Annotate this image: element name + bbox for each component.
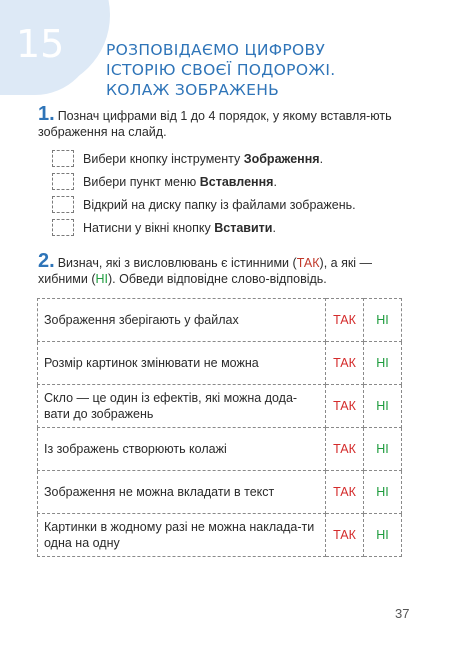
statement: Зображення не можна вкладати в текст	[38, 471, 326, 514]
true-false-table	[37, 298, 402, 557]
order-number-box[interactable]	[52, 173, 74, 190]
statement: Із зображень створюють колажі	[38, 428, 326, 471]
ni-answer[interactable]: НІ	[364, 471, 402, 514]
task-1-options	[52, 147, 356, 239]
title-line: РОЗПОВІДАЄМО ЦИФРОВУ	[106, 41, 326, 59]
page-number: 37	[395, 606, 410, 621]
tak-word: ТАК	[296, 256, 320, 270]
order-option: Вибери пункт меню Вставлення.	[52, 170, 356, 193]
task-2: 2. Визнач, які з висловлювань є істинними (ТАК), а які — хибними (НІ). Обведи відповідне слово-відповідь.	[38, 250, 373, 286]
table-row	[38, 342, 402, 385]
table-row	[38, 385, 402, 428]
statement: Картинки в жодному разі не можна наклада-ти одна на одну	[38, 514, 326, 557]
tak-answer[interactable]: ТАК	[326, 428, 364, 471]
table-row	[38, 428, 402, 471]
order-number-box[interactable]	[52, 219, 74, 236]
ni-answer[interactable]: НІ	[364, 342, 402, 385]
tak-answer[interactable]: ТАК	[326, 342, 364, 385]
tak-answer[interactable]: ТАК	[326, 514, 364, 557]
table-row	[38, 299, 402, 342]
title-line: КОЛАЖ ЗОБРАЖЕНЬ	[106, 81, 280, 99]
table-row	[38, 471, 402, 514]
order-number-box[interactable]	[52, 150, 74, 167]
statement: Зображення зберігають у файлах	[38, 299, 326, 342]
lesson-number: 15	[16, 22, 65, 66]
table-row	[38, 514, 402, 557]
statement: Розмір картинок змінювати не можна	[38, 342, 326, 385]
tak-answer[interactable]: ТАК	[326, 299, 364, 342]
ni-answer[interactable]: НІ	[364, 385, 402, 428]
tak-answer[interactable]: ТАК	[326, 385, 364, 428]
title-line: ІСТОРІЮ СВОЄЇ ПОДОРОЖІ.	[106, 61, 336, 79]
order-option: Натисни у вікні кнопку Вставити.	[52, 216, 356, 239]
statement: Скло — це один із ефектів, які можна дода-вати до зображень	[38, 385, 326, 428]
order-number-box[interactable]	[52, 196, 74, 213]
task-1	[38, 103, 406, 140]
ni-answer[interactable]: НІ	[364, 428, 402, 471]
task-1-number: 1.	[38, 103, 55, 125]
ni-answer[interactable]: НІ	[364, 514, 402, 557]
ni-answer[interactable]: НІ	[364, 299, 402, 342]
order-option: Вибери кнопку інструменту Зображення.	[52, 147, 356, 170]
order-option: Відкрий на диску папку із файлами зображень.	[52, 193, 356, 216]
page-title	[106, 40, 406, 100]
task-1-text: Познач цифрами від 1 до 4 порядок, у якому вставля-ють зображення на слайд.	[38, 109, 392, 139]
tak-answer[interactable]: ТАК	[326, 471, 364, 514]
ni-word: НІ	[95, 272, 108, 286]
task-2-number: 2.	[38, 250, 55, 272]
